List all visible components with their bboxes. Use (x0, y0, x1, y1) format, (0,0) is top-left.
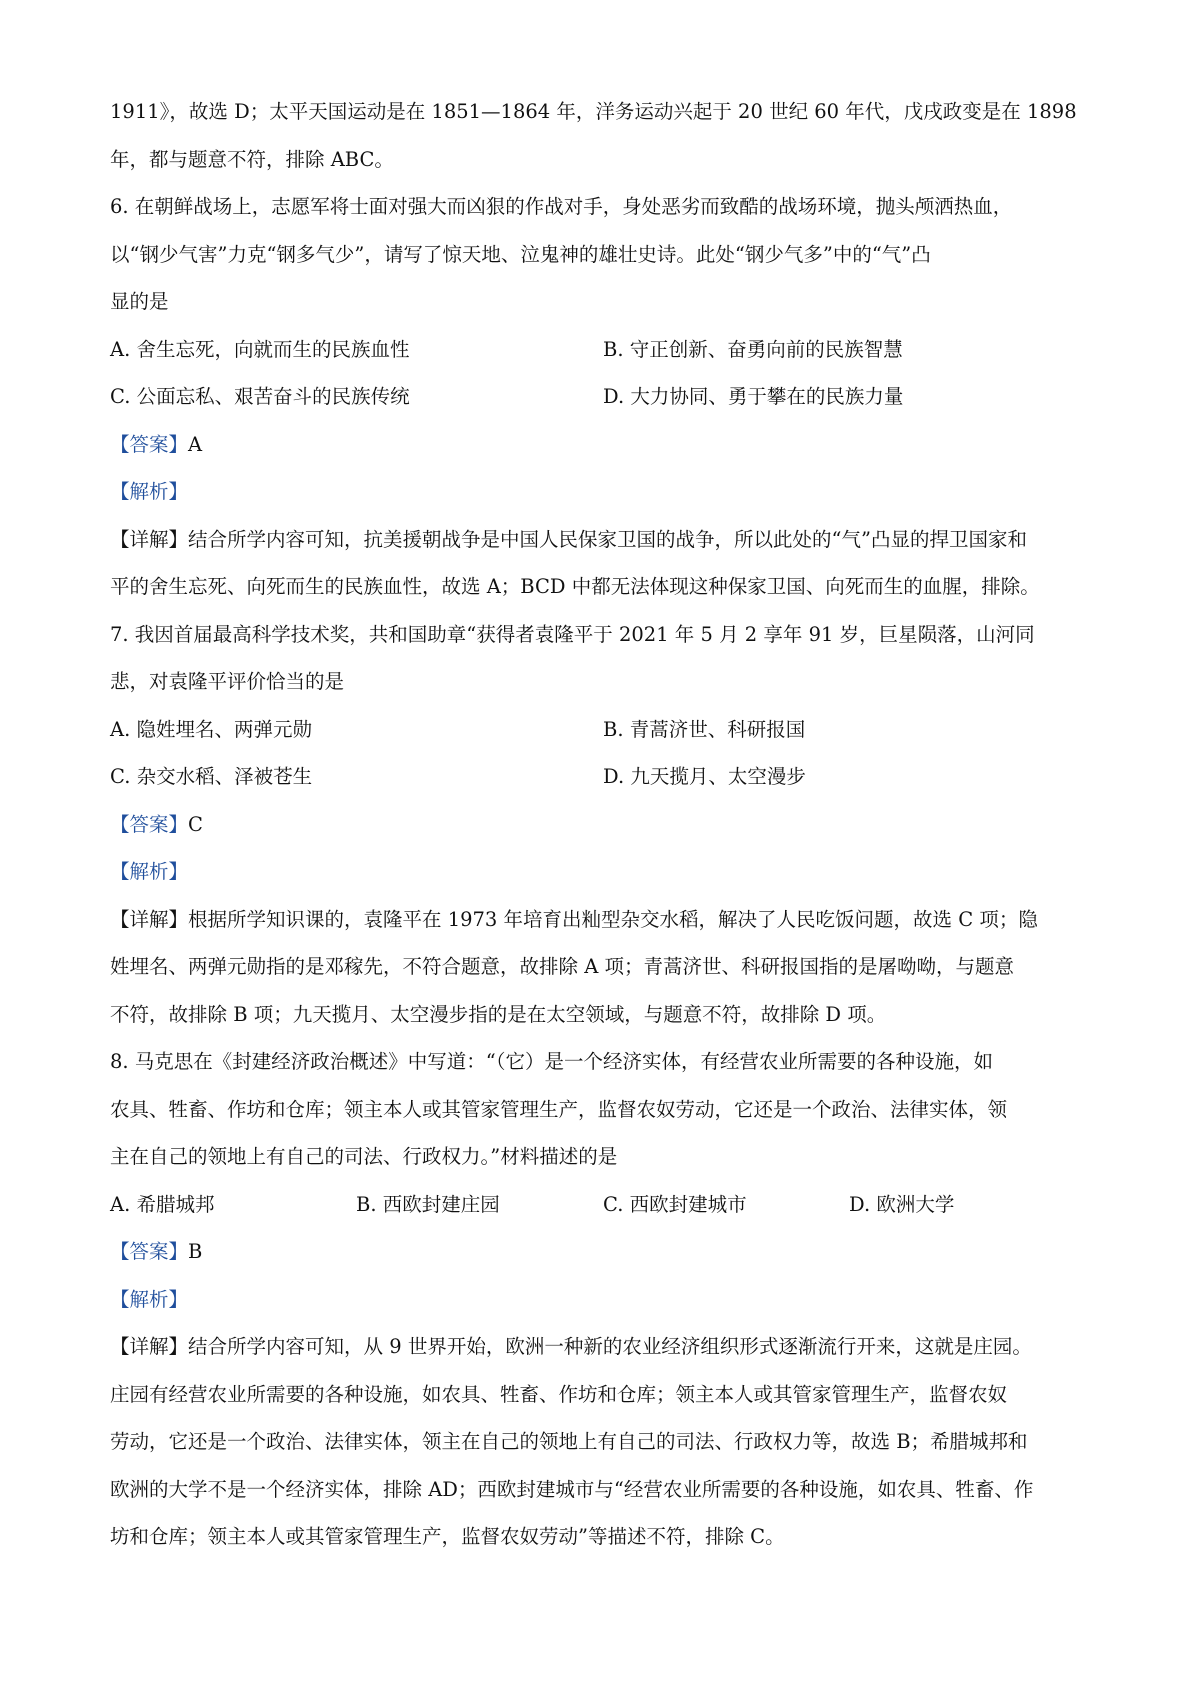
detail-line (110, 516, 1100, 564)
question-stem-line: 以“钢少气害”力克“钢多气少”，请写了惊天地、泣鬼神的雄壮史诗。此处“钢少气多”中的“气”凸 (110, 242, 931, 266)
options-row (110, 373, 1100, 421)
detail-label: 【详解】 (110, 907, 189, 931)
detail-label: 【详解】 (110, 1335, 189, 1358)
option-b: B. 青蒿济世、科研报国 (603, 717, 806, 741)
answer-value: C (188, 812, 203, 836)
detail-text: 结合所学内容可知，从 9 世界开始，欧洲一种新的农业经济组织形式逐渐流行开来，这就是庄园。 (188, 1335, 1032, 1358)
analysis-line (110, 468, 1100, 516)
detail-line: 劳动，它还是一个政治、法律实体，领主在自己的领地上有自己的司法、行政权力等，故选 B；希腊城邦和 (110, 1430, 1028, 1453)
detail-label: 【详解】 (110, 527, 189, 551)
answer-label: 【答案】 (110, 812, 189, 836)
answer-value: B (188, 1240, 203, 1263)
answer-label: 【答案】 (110, 1240, 189, 1263)
analysis-label: 【解析】 (110, 480, 189, 503)
question-7 (110, 611, 1100, 1039)
option-a: A. 舍生忘死，向就而生的民族血性 (110, 337, 410, 361)
options-row (110, 1181, 1100, 1229)
question-stem-line: 农具、牲畜、作坊和仓库；领主本人或其管家管理生产，监督农奴劳动，它还是一个政治、法律实体，领 (110, 1097, 1008, 1121)
detail-text: 根据所学知识课的，袁隆平在 1973 年培育出籼型杂交水稻，解决了人民吃饭问题，故选 C 项；隐 (188, 907, 1038, 931)
options-row (110, 706, 1100, 754)
analysis-label: 【解析】 (110, 1287, 189, 1311)
answer-line (110, 421, 1100, 469)
detail-line: 坊和仓库；领主本人或其管家管理生产，监督农奴劳动”等描述不符，排除 C。 (110, 1525, 785, 1548)
answer-label: 【答案】 (110, 432, 189, 456)
detail-line (110, 896, 1100, 944)
option-c: C. 公面忘私、艰苦奋斗的民族传统 (110, 385, 410, 408)
question-stem-line: 悲，对袁隆平评价恰当的是 (110, 670, 345, 693)
analysis-line (110, 1276, 1100, 1324)
detail-line: 庄园有经营农业所需要的各种设施，如农具、牲畜、作坊和仓库；领主本人或其管家管理生产，监督农奴 (110, 1382, 1008, 1406)
option-d: D. 九天揽月、太空漫步 (603, 765, 806, 788)
option-d: D. 欧洲大学 (849, 1192, 955, 1216)
question-8 (110, 1038, 1100, 1561)
intro-line: 1911》，故选 D；太平天国运动是在 1851—1864 年，洋务运动兴起于 20 世纪 60 年代，戊戌政变是在 1898 (110, 100, 1077, 123)
detail-line: 平的舍生忘死、向死而生的民族血性，故选 A；BCD 中都无法体现这种保家卫国、向死而生的血腥，排除。 (110, 575, 1040, 598)
question-stem-line: 主在自己的领地上有自己的司法、行政权力。”材料描述的是 (110, 1145, 618, 1168)
answer-line (110, 801, 1100, 849)
option-c: C. 杂交水稻、泽被苍生 (110, 765, 313, 788)
answer-value: A (188, 432, 203, 456)
question-stem-line: 6. 在朝鲜战场上，志愿军将士面对强大而凶狠的作战对手，身处恶劣而致酷的战场环境，抛头颅洒热血， (110, 195, 1013, 218)
question-stem-line: 8. 马克思在《封建经济政治概述》中写道：“（它）是一个经济实体，有经营农业所需要的各种设施，如 (110, 1050, 994, 1073)
analysis-line (110, 848, 1100, 896)
question-6 (110, 183, 1100, 611)
detail-line: 姓埋名、两弹元勋指的是邓稼先，不符合题意，故排除 A 项；青蒿济世、科研报国指的是屠呦呦，与题意 (110, 955, 1014, 978)
option-a: A. 隐姓埋名、两弹元勋 (110, 717, 312, 741)
detail-text: 结合所学内容可知，抗美援朝战争是中国人民保家卫国的战争，所以此处的“气”凸显的捍卫国家和 (188, 527, 1027, 551)
option-a: A. 希腊城邦 (110, 1192, 215, 1216)
detail-line: 不符，故排除 B 项；九天揽月、太空漫步指的是在太空领域，与题意不符，故排除 D 项。 (110, 1002, 887, 1026)
detail-line: 欧洲的大学不是一个经济实体，排除 AD；西欧封建城市与“经营农业所需要的各种设施，如农具、牲畜、作 (110, 1477, 1034, 1501)
question-stem-line: 7. 我因首届最高科学技术奖，共和国助章“获得者袁隆平于 2021 年 5 月 2 享年 91 岁，巨星陨落，山河同 (110, 622, 1035, 646)
option-b: B. 守正创新、奋勇向前的民族智慧 (603, 337, 903, 361)
option-b: B. 西欧封建庄园 (356, 1192, 500, 1216)
option-c: C. 西欧封建城市 (603, 1192, 747, 1216)
option-d: D. 大力协同、勇于攀在的民族力量 (603, 385, 904, 408)
answer-line (110, 1228, 1100, 1276)
intro-line: 年，都与题意不符，排除 ABC。 (110, 147, 394, 171)
options-row (110, 753, 1100, 801)
detail-line (110, 1323, 1100, 1371)
question-stem-line: 显的是 (110, 290, 169, 313)
options-row (110, 326, 1100, 374)
analysis-label: 【解析】 (110, 860, 189, 883)
